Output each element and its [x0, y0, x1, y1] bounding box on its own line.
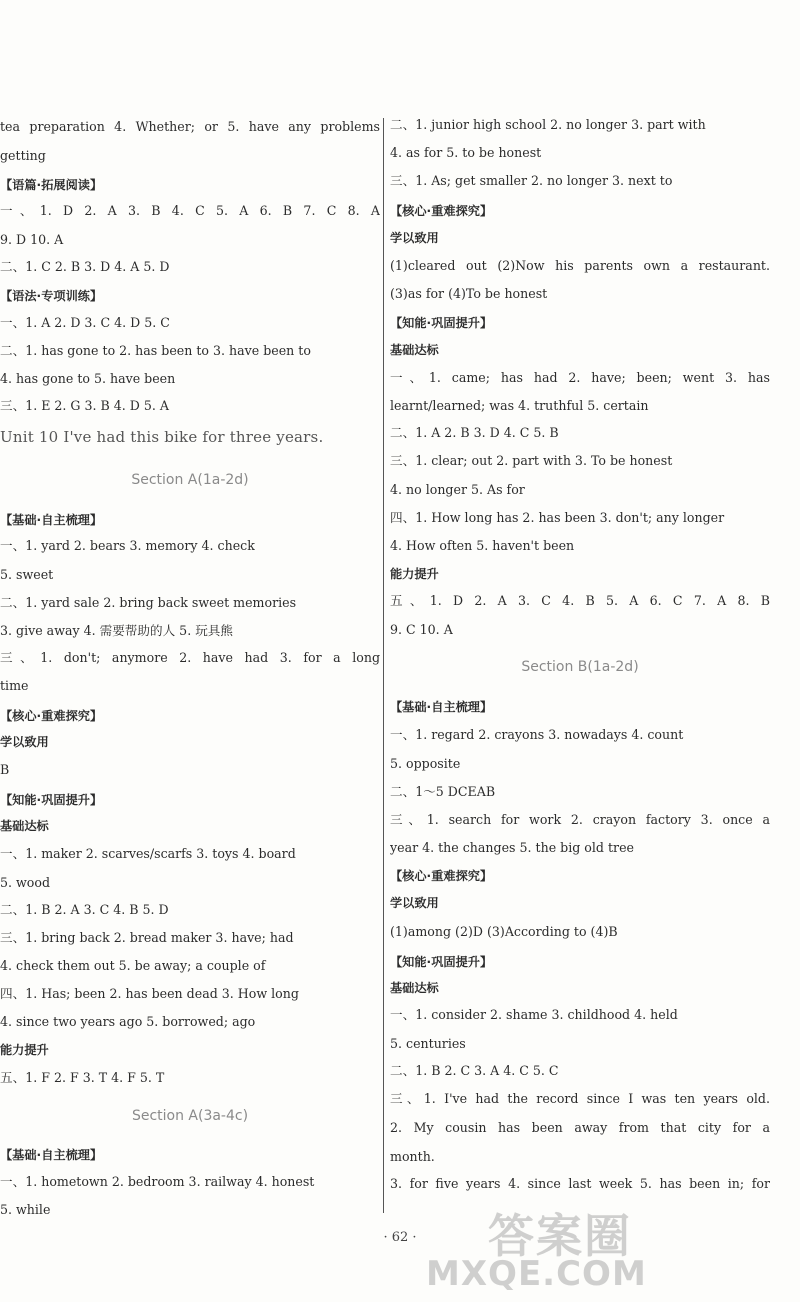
section-heading: Section A(3a-4c)	[131, 1108, 249, 1124]
answer-line: 2. My cousin has been away from that city for a	[390, 1120, 770, 1135]
page-number: · 62 ·	[383, 1230, 417, 1245]
answer-line: 一、1. consider 2. shame 3. childhood 4. held	[390, 1007, 678, 1022]
answer-line: 3. for five years 4. since last week 5. has been in; for	[390, 1176, 770, 1191]
answer-line: 五、1. D 2. A 3. C 4. B 5. A 6. C 7. A 8. B	[390, 593, 770, 608]
subsection-heading: 能力提升	[390, 567, 439, 581]
answer-line: 5. opposite	[390, 756, 461, 771]
answer-line: 三、1. bring back 2. bread maker 3. have; had	[0, 930, 294, 945]
answer-line: 4. How often 5. haven't been	[390, 538, 575, 553]
watermark-logo	[418, 1196, 786, 1296]
answer-line: 二、1. has gone to 2. has been to 3. have been to	[0, 343, 311, 358]
subsection-heading: 能力提升	[0, 1043, 49, 1057]
answer-line: 四、1. Has; been 2. has been dead 3. How long	[0, 986, 299, 1001]
answer-line: 3. give away 4. 需要帮助的人 5. 玩具熊	[0, 623, 233, 638]
answer-line: time	[0, 678, 29, 693]
answer-line: B	[0, 762, 10, 777]
answer-line: month.	[390, 1149, 435, 1164]
answer-line: 二、1～5 DCEAB	[390, 784, 496, 799]
subsection-heading: 【核心·重难探究】	[0, 709, 103, 723]
answer-line: (1)cleared out (2)Now his parents own a restaurant.	[390, 258, 770, 273]
answer-line: 五、1. F 2. F 3. T 4. F 5. T	[0, 1070, 165, 1085]
answer-line: 一、1. regard 2. crayons 3. nowadays 4. count	[390, 727, 684, 742]
answer-line: 三、1. E 2. G 3. B 4. D 5. A	[0, 398, 169, 413]
answer-line: (3)as for (4)To be honest	[390, 286, 548, 301]
subsection-heading: 【语法·专项训练】	[0, 289, 103, 303]
answer-line: 5. while	[0, 1202, 51, 1217]
answer-line: 一、1. came; has had 2. have; been; went 3. has	[390, 370, 770, 385]
answer-line: 三、1. search for work 2. crayon factory 3. once a	[390, 812, 770, 827]
answer-line: 四、1. How long has 2. has been 3. don't; any longer	[390, 510, 725, 525]
watermark-url: MXQE.COM	[426, 1254, 647, 1294]
subsection-heading: 【基础·自主梳理】	[390, 700, 493, 714]
answer-line: 一、1. hometown 2. bedroom 3. railway 4. honest	[0, 1174, 315, 1189]
answer-line: 二、1. junior high school 2. no longer 3. part with	[390, 117, 706, 132]
answer-line: 4. no longer 5. As for	[390, 482, 525, 497]
answer-line: 三、1. clear; out 2. part with 3. To be honest	[390, 453, 673, 468]
answer-line: 三、1. As; get smaller 2. no longer 3. next to	[390, 173, 673, 188]
answer-line: 4. has gone to 5. have been	[0, 371, 176, 386]
subsection-heading: 【知能·巩固提升】	[0, 793, 103, 807]
section-heading: Section A(1a-2d)	[131, 472, 249, 488]
subsection-heading: 基础达标	[0, 819, 49, 833]
subsection-heading: 【核心·重难探究】	[390, 204, 493, 218]
answer-line: 5. sweet	[0, 567, 54, 582]
answer-line: 二、1. C 2. B 3. D 4. A 5. D	[0, 259, 170, 274]
answer-line: learnt/learned; was 4. truthful 5. certain	[390, 398, 649, 413]
unit-title: Unit 10 I've had this bike for three years.	[0, 428, 324, 446]
subsection-heading: 【基础·自主梳理】	[0, 1148, 103, 1162]
subsection-heading: 【基础·自主梳理】	[0, 513, 103, 527]
column-divider	[383, 118, 384, 1213]
subsection-heading: 【核心·重难探究】	[390, 869, 493, 883]
subsection-heading: 基础达标	[390, 343, 439, 357]
answer-line: 4. check them out 5. be away; a couple of	[0, 958, 266, 973]
subsection-heading: 【知能·巩固提升】	[390, 316, 493, 330]
subsection-heading: 学以致用	[390, 896, 439, 910]
answer-line: tea preparation 4. Whether; or 5. have any problems	[0, 119, 380, 134]
answer-line: 一、1. maker 2. scarves/scarfs 3. toys 4. board	[0, 846, 296, 861]
watermark-text: 答案圈	[488, 1209, 632, 1263]
answer-line: year 4. the changes 5. the big old tree	[390, 840, 634, 855]
answer-line: 二、1. B 2. A 3. C 4. B 5. D	[0, 902, 169, 917]
subsection-heading: 学以致用	[0, 735, 49, 749]
answer-line: 一、1. D 2. A 3. B 4. C 5. A 6. B 7. C 8. A	[0, 203, 380, 218]
answer-line: 三、1. I've had the record since I was ten years old.	[390, 1091, 770, 1106]
answer-line: 三、1. don't; anymore 2. have had 3. for a long	[0, 650, 380, 665]
subsection-heading: 【语篇·拓展阅读】	[0, 178, 103, 192]
answer-line: 9. D 10. A	[0, 232, 64, 247]
answer-line: getting	[0, 148, 46, 163]
answer-line: 4. as for 5. to be honest	[390, 145, 542, 160]
subsection-heading: 基础达标	[390, 981, 439, 995]
answer-line: 5. centuries	[390, 1036, 466, 1051]
answer-line: 一、1. yard 2. bears 3. memory 4. check	[0, 538, 255, 553]
answer-line: 5. wood	[0, 875, 51, 890]
subsection-heading: 【知能·巩固提升】	[390, 955, 493, 969]
answer-line: 4. since two years ago 5. borrowed; ago	[0, 1014, 256, 1029]
answer-line: 9. C 10. A	[390, 622, 453, 637]
answer-line: (1)among (2)D (3)According to (4)B	[390, 924, 618, 939]
answer-line: 二、1. yard sale 2. bring back sweet memories	[0, 595, 297, 610]
answer-line: 一、1. A 2. D 3. C 4. D 5. C	[0, 315, 170, 330]
subsection-heading: 学以致用	[390, 231, 439, 245]
answer-line: 二、1. A 2. B 3. D 4. C 5. B	[390, 425, 559, 440]
answer-line: 二、1. B 2. C 3. A 4. C 5. C	[390, 1063, 559, 1078]
section-heading: Section B(1a-2d)	[521, 659, 639, 675]
